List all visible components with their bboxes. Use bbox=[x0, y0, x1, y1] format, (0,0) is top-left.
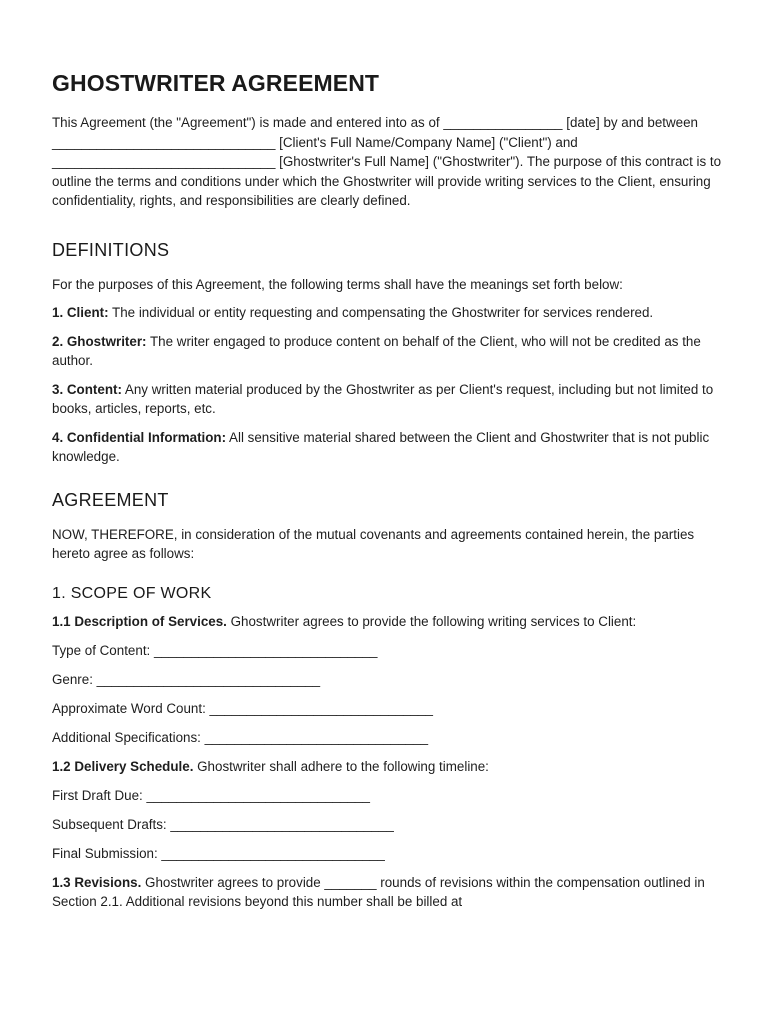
definition-item-ghostwriter bbox=[52, 332, 722, 371]
document-title: GHOSTWRITER AGREEMENT bbox=[52, 70, 380, 96]
field-additional-specifications: Additional Specifications: ______________________________ bbox=[52, 729, 429, 745]
delivery-schedule bbox=[52, 757, 722, 777]
definition-term: 4. Confidential Information: bbox=[52, 429, 227, 445]
field-first-draft-due: First Draft Due: ______________________________ bbox=[52, 787, 370, 803]
section-term: 1.2 Delivery Schedule. bbox=[52, 758, 194, 774]
field-word-count: Approximate Word Count: ______________________________ bbox=[52, 700, 433, 716]
definition-text: The writer engaged to produce content on behalf of the Client, who will not be credited as the author. bbox=[52, 333, 701, 368]
intro-paragraph: This Agreement (the "Agreement") is made and entered into as of ________________ [date] by and between ______________________________ [Client's Full Name/Company Name] ("Client") and ______________________________ [Ghostwriter's Full Name] ("Ghostwriter"). The purpose of this contract is to outline the terms and conditions under which the Ghostwriter will provide writing services to the Client, ensuring confidentiality, rights, and responsibilities are clearly defined. bbox=[52, 115, 722, 208]
definition-text: Any written material produced by the Ghostwriter as per Client's request, including but not limited to books, articles, reports, etc. bbox=[52, 381, 714, 416]
agreement-paragraph: NOW, THEREFORE, in consideration of the mutual covenants and agreements contained herein, the parties hereto agree as follows: bbox=[52, 526, 695, 561]
section-text: Ghostwriter agrees to provide the following writing services to Client: bbox=[226, 613, 637, 629]
definition-item-client bbox=[52, 303, 722, 323]
definition-term: 2. Ghostwriter: bbox=[52, 333, 147, 349]
revisions-paragraph bbox=[52, 873, 722, 912]
definition-term: 1. Client: bbox=[52, 305, 109, 320]
field-genre: Genre: ______________________________ bbox=[52, 671, 321, 687]
field-subsequent-drafts: Subsequent Drafts: ______________________________ bbox=[52, 816, 394, 832]
section-text: Ghostwriter agrees to provide _______ rounds of revisions within the compensation outlined in Section 2.1. Additional revisions beyond this number shall be billed at bbox=[52, 874, 705, 909]
section-term: 1.3 Revisions. bbox=[52, 874, 142, 890]
description-of-services bbox=[52, 612, 722, 632]
definition-item-content bbox=[52, 380, 722, 419]
document-page bbox=[52, 70, 722, 921]
field-type-of-content: Type of Content: ______________________________ bbox=[52, 642, 378, 658]
definition-term: 3. Content: bbox=[52, 381, 122, 397]
definitions-heading: DEFINITIONS bbox=[52, 239, 170, 260]
field-final-submission: Final Submission: ______________________________ bbox=[52, 845, 385, 861]
scope-of-work-heading: 1. SCOPE OF WORK bbox=[52, 584, 212, 602]
definition-item-confidential-information bbox=[52, 428, 722, 467]
section-term: 1.1 Description of Services. bbox=[52, 613, 227, 629]
agreement-heading: AGREEMENT bbox=[52, 489, 169, 510]
definition-text: All sensitive material shared between the Client and Ghostwriter that is not public knowledge. bbox=[52, 429, 710, 464]
definition-text: The individual or entity requesting and compensating the Ghostwriter for services rendered. bbox=[108, 305, 654, 320]
definitions-lead: For the purposes of this Agreement, the following terms shall have the meanings set forth below: bbox=[52, 276, 623, 292]
section-text: Ghostwriter shall adhere to the following timeline: bbox=[193, 758, 489, 774]
